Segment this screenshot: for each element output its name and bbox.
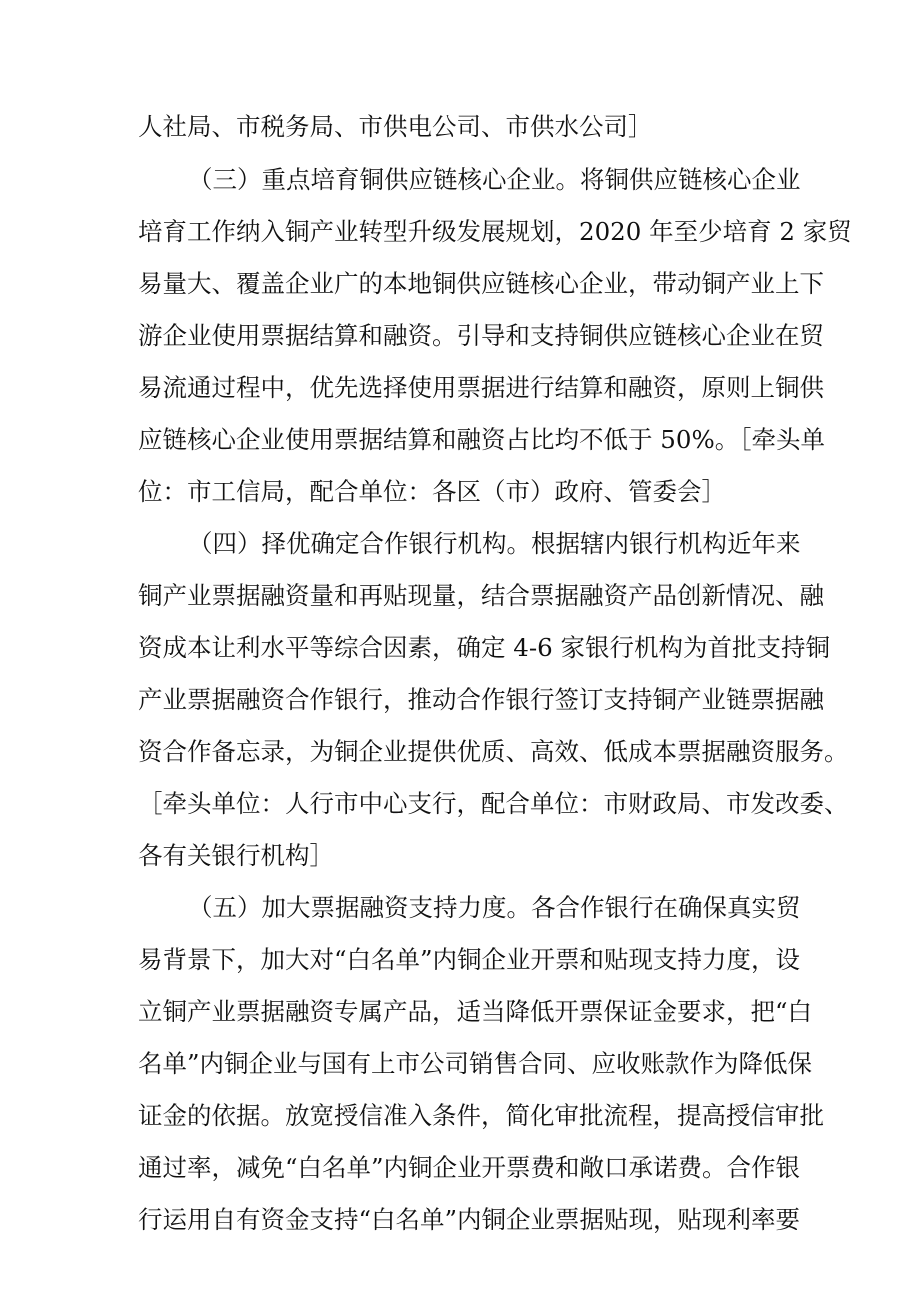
text-line: 产业票据融资合作银行，推动合作银行签订支持铜产业链票据融	[138, 685, 824, 714]
text-line: 游企业使用票据结算和融资。引导和支持铜供应链核心企业在贸	[138, 321, 824, 350]
text-line: 易背景下，加大对“白名单”内铜企业开票和贴现支持力度，设	[138, 945, 801, 974]
text-line: ［牵头单位：人行市中心支行，配合单位：市财政局、市发改委、	[138, 789, 849, 818]
text-line: 立铜产业票据融资专属产品，适当降低开票保证金要求，把“白	[138, 997, 813, 1026]
text-line: 易流通过程中，优先选择使用票据进行结算和融资，原则上铜供	[138, 373, 824, 402]
text-line: 资合作备忘录，为铜企业提供优质、高效、低成本票据融资服务。	[138, 737, 849, 766]
text-line: 名单”内铜企业与国有上市公司销售合同、应收账款作为降低保	[138, 1049, 813, 1078]
paragraph-heading-3: （三）重点培育铜供应链核心企业。将铜供应链核心企业	[188, 165, 801, 194]
text-line: 通过率，减免“白名单”内铜企业开票费和敞口承诺费。合作银	[138, 1153, 801, 1182]
text-line: 铜产业票据融资量和再贴现量，结合票据融资产品创新情况、融	[138, 581, 824, 610]
paragraph-heading-5: （五）加大票据融资支持力度。各合作银行在确保真实贸	[188, 893, 801, 922]
paragraph-heading-4: （四）择优确定合作银行机构。根据辖内银行机构近年来	[188, 529, 801, 558]
text-line: 应链核心企业使用票据结算和融资占比均不低于 50%。［牵头单	[138, 425, 825, 454]
text-line: 人社局、市税务局、市供电公司、市供水公司］	[138, 112, 653, 141]
text-line: 位：市工信局，配合单位：各区（市）政府、管委会］	[138, 477, 726, 506]
text-line: 易量大、覆盖企业广的本地铜供应链核心企业，带动铜产业上下	[138, 269, 824, 298]
text-line: 培育工作纳入铜产业转型升级发展规划，2020 年至少培育 2 家贸	[138, 217, 852, 246]
text-line: 证金的依据。放宽授信准入条件，简化审批流程，提高授信审批	[138, 1101, 824, 1130]
text-line: 行运用自有资金支持“白名单”内铜企业票据贴现，贴现利率要	[138, 1205, 801, 1234]
text-line: 各有关银行机构］	[138, 841, 334, 870]
text-line: 资成本让利水平等综合因素，确定 4-6 家银行机构为首批支持铜	[138, 633, 831, 662]
